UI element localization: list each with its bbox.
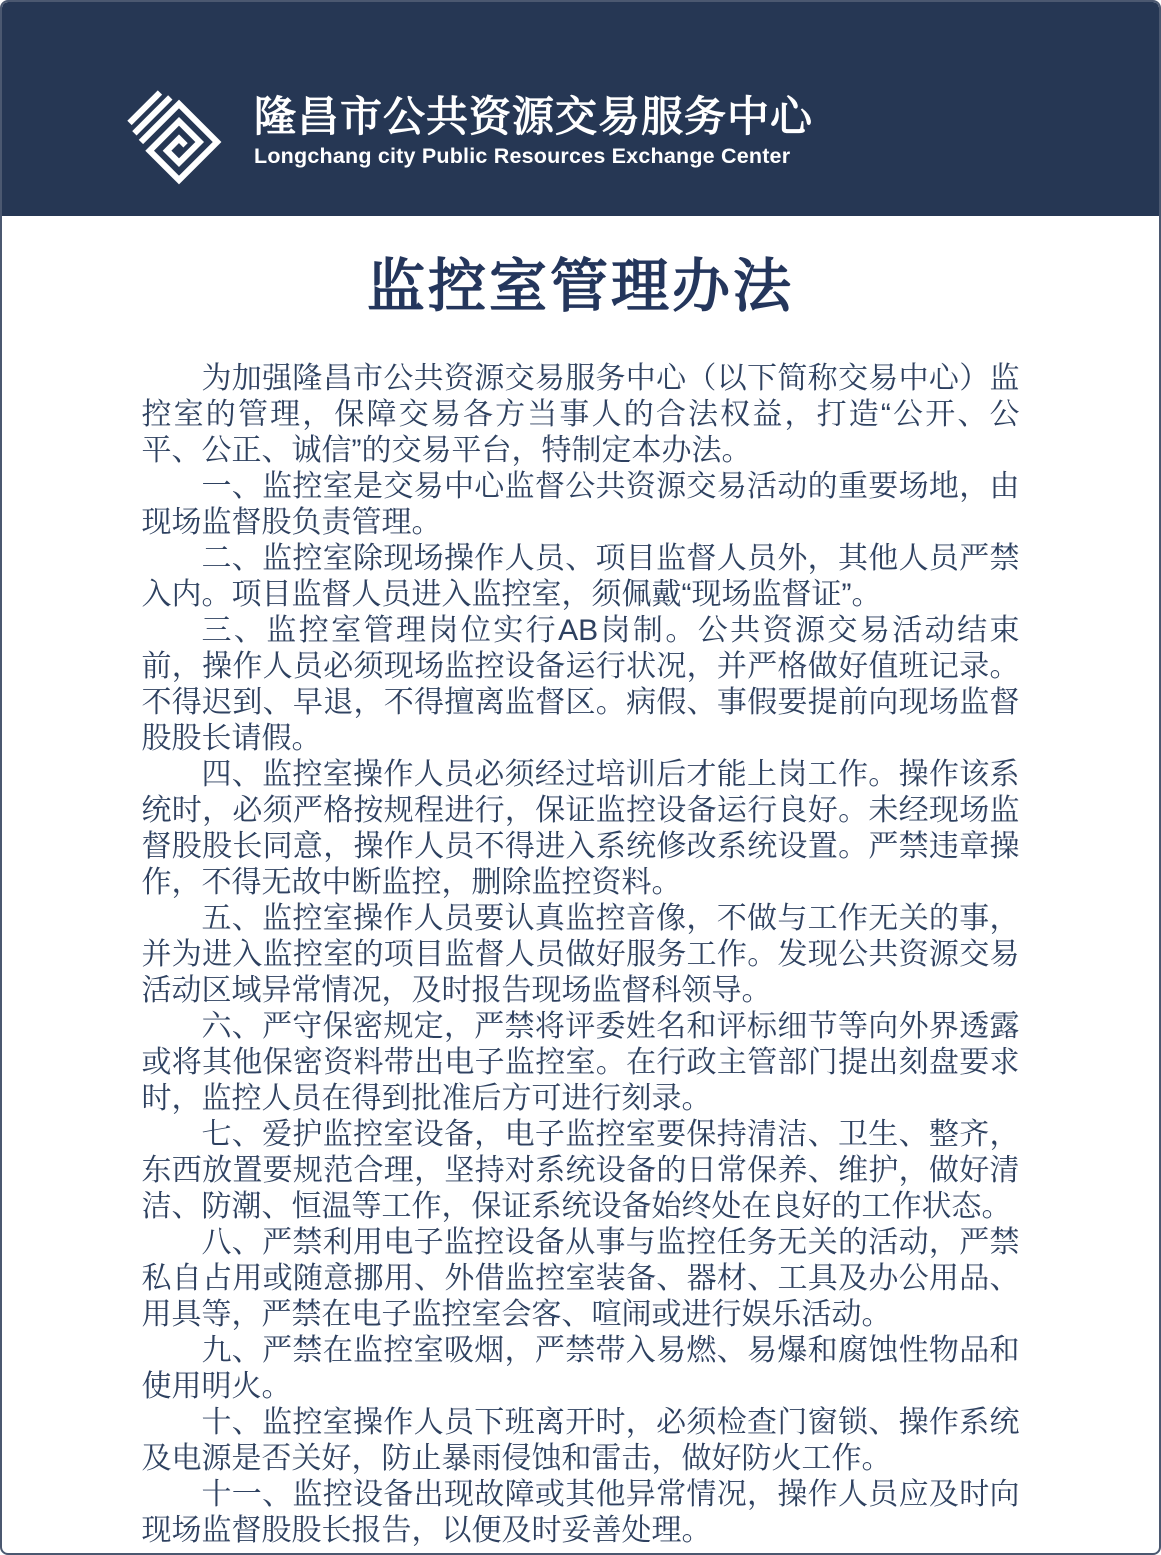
document-paragraph: 为加强隆昌市公共资源交易服务中心（以下简称交易中心）监控室的管理，保障交易各方当事人的合法权益，打造“公开、公平、公正、诚信”的交易平台，特制定本办法。 xyxy=(141,361,1020,467)
document-paragraph: 十一、监控设备出现故障或其他异常情况，操作人员应及时向现场监督股股长报告，以便及时妥善处理。 xyxy=(141,1477,1020,1547)
document-paragraph: 一、监控室是交易中心监督公共资源交易活动的重要场地，由现场监督股负责管理。 xyxy=(141,469,1020,539)
document-paragraph: 三、监控室管理岗位实行AB岗制。公共资源交易活动结束前，操作人员必须现场监控设备运行状况，并严格做好值班记录。不得迟到、早退，不得擅离监督区。病假、事假要提前向现场监督股股长请假。 xyxy=(141,613,1020,755)
brand xyxy=(118,82,813,202)
document-content xyxy=(2,254,1159,1549)
document-paragraph: 二、监控室除现场操作人员、项目监督人员外，其他人员严禁入内。项目监督人员进入监控室，须佩戴“现场监督证”。 xyxy=(141,541,1020,611)
document-paragraph: 六、严守保密规定，严禁将评委姓名和评标细节等向外界透露或将其他保密资料带出电子监控室。在行政主管部门提出刻盘要求时，监控人员在得到批准后方可进行刻录。 xyxy=(141,1009,1020,1115)
brand-text xyxy=(254,94,813,169)
document-paragraph: 八、严禁利用电子监控设备从事与监控任务无关的活动，严禁私自占用或随意挪用、外借监控室装备、器材、工具及办公用品、用具等，严禁在电子监控室会客、喧闹或进行娱乐活动。 xyxy=(141,1225,1020,1331)
document-paragraph: 四、监控室操作人员必须经过培训后才能上岗工作。操作该系统时，必须严格按规程进行，保证监控设备运行良好。未经现场监督股股长同意，操作人员不得进入系统修改系统设置。严禁违章操作，不得无故中断监控，删除监控资料。 xyxy=(141,757,1020,899)
org-name-en: Longchang city Public Resources Exchange Center xyxy=(254,144,791,169)
document-paragraph: 十、监控室操作人员下班离开时，必须检查门窗锁、操作系统及电源是否关好，防止暴雨侵蚀和雷击，做好防火工作。 xyxy=(141,1405,1020,1475)
document-paragraph: 五、监控室操作人员要认真监控音像，不做与工作无关的事，并为进入监控室的项目监督人员做好服务工作。发现公共资源交易活动区域异常情况，及时报告现场监督科领导。 xyxy=(141,901,1020,1007)
header-band xyxy=(2,2,1159,216)
org-name-cn: 隆昌市公共资源交易服务中心 xyxy=(254,93,814,140)
document-paragraph: 七、爱护监控室设备，电子监控室要保持清洁、卫生、整齐，东西放置要规范合理，坚持对系统设备的日常保养、维护，做好清洁、防潮、恒温等工作，保证系统设备始终处在良好的工作状态。 xyxy=(141,1117,1020,1223)
org-logo-icon xyxy=(118,82,240,202)
document-title: 监控室管理办法 xyxy=(366,254,794,319)
document-paragraph: 九、严禁在监控室吸烟，严禁带入易燃、易爆和腐蚀性物品和使用明火。 xyxy=(141,1333,1020,1403)
document-body xyxy=(142,361,1020,1549)
